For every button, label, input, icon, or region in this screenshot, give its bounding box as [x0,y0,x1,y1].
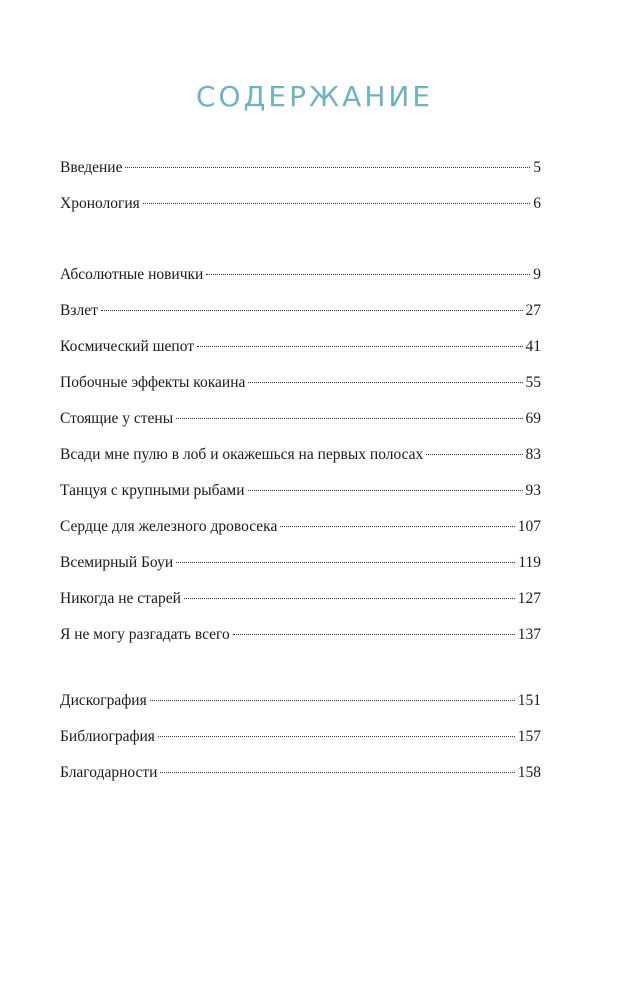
toc-leader-dots [176,418,522,419]
toc-entry-title: Благодарности [60,764,158,781]
toc-entry-page: 69 [525,410,541,427]
toc-leader-dots [125,167,530,168]
toc-entry-page: 93 [525,482,541,499]
toc-entry-title: Дискография [60,692,147,709]
toc-leader-dots [197,346,522,347]
toc-entry-page: 9 [533,266,541,283]
toc-entry-title: Побочные эффекты кокаина [60,374,246,391]
toc-entry-title: Всади мне пулю в лоб и окажешься на первых полосах [60,446,424,463]
toc-entry[interactable] [60,408,541,444]
toc-entry-page: 107 [517,518,541,535]
toc-entry[interactable] [60,552,541,588]
toc-leader-dots [206,274,530,275]
toc-entry[interactable] [60,372,541,408]
toc-entry-title: Стоящие у стены [60,410,174,427]
toc-entry-page: 137 [517,626,541,643]
toc-entry[interactable] [60,300,541,336]
toc-entry[interactable] [60,624,541,660]
toc-entry-title: Взлет [60,302,98,319]
toc-entry[interactable] [60,336,541,372]
toc-leader-dots [184,598,515,599]
toc-entry-page: 55 [525,374,541,391]
toc-entry[interactable] [60,193,541,229]
toc-entry-page: 27 [525,302,541,319]
toc-entry-title: Космический шепот [60,338,195,355]
toc-leader-dots [248,382,522,383]
toc-entry-title: Абсолютные новички [60,266,204,283]
toc-entry-title: Я не могу разгадать всего [60,626,230,643]
toc-entry-title: Никогда не старей [60,590,181,607]
toc-entry[interactable] [60,588,541,624]
toc-entry-title: Всемирный Боуи [60,554,174,571]
toc-leader-dots [101,310,523,311]
toc-leader-dots [143,203,530,204]
toc-entry-page: 158 [517,764,541,781]
toc-entry[interactable] [60,690,541,726]
toc-leader-dots [248,490,523,491]
toc-entry-page: 157 [517,728,541,745]
toc-entry-title: Введение [60,159,123,176]
toc-entry-title: Библиография [60,728,155,745]
toc-section-back-matter [60,690,541,798]
toc-entry-page: 83 [525,446,541,463]
toc-entry[interactable] [60,726,541,762]
toc-leader-dots [160,772,514,773]
toc-section-front-matter [60,157,541,229]
toc-entry-title: Хронология [60,195,140,212]
toc-entry-title: Сердце для железного дровосека [60,518,278,535]
page-title: СОДЕРЖАНИЕ [195,80,434,113]
toc-entry-page: 119 [518,554,541,571]
toc-entry[interactable] [60,157,541,193]
toc-entry[interactable] [60,480,541,516]
toc-leader-dots [176,562,515,563]
toc-section-chapters [60,264,541,660]
toc-leader-dots [280,526,514,527]
toc-entry-page: 6 [533,195,541,212]
toc-entry-page: 41 [525,338,541,355]
toc-entry[interactable] [60,264,541,300]
toc-entry[interactable] [60,516,541,552]
toc-entry[interactable] [60,444,541,480]
toc-leader-dots [150,700,515,701]
toc-entry[interactable] [60,762,541,798]
toc-entry-page: 151 [517,692,541,709]
toc-leader-dots [233,634,515,635]
toc-leader-dots [426,454,522,455]
toc-leader-dots [158,736,515,737]
toc-entry-page: 127 [517,590,541,607]
toc-entry-title: Танцуя с крупными рыбами [60,482,245,499]
toc-entry-page: 5 [533,159,541,176]
